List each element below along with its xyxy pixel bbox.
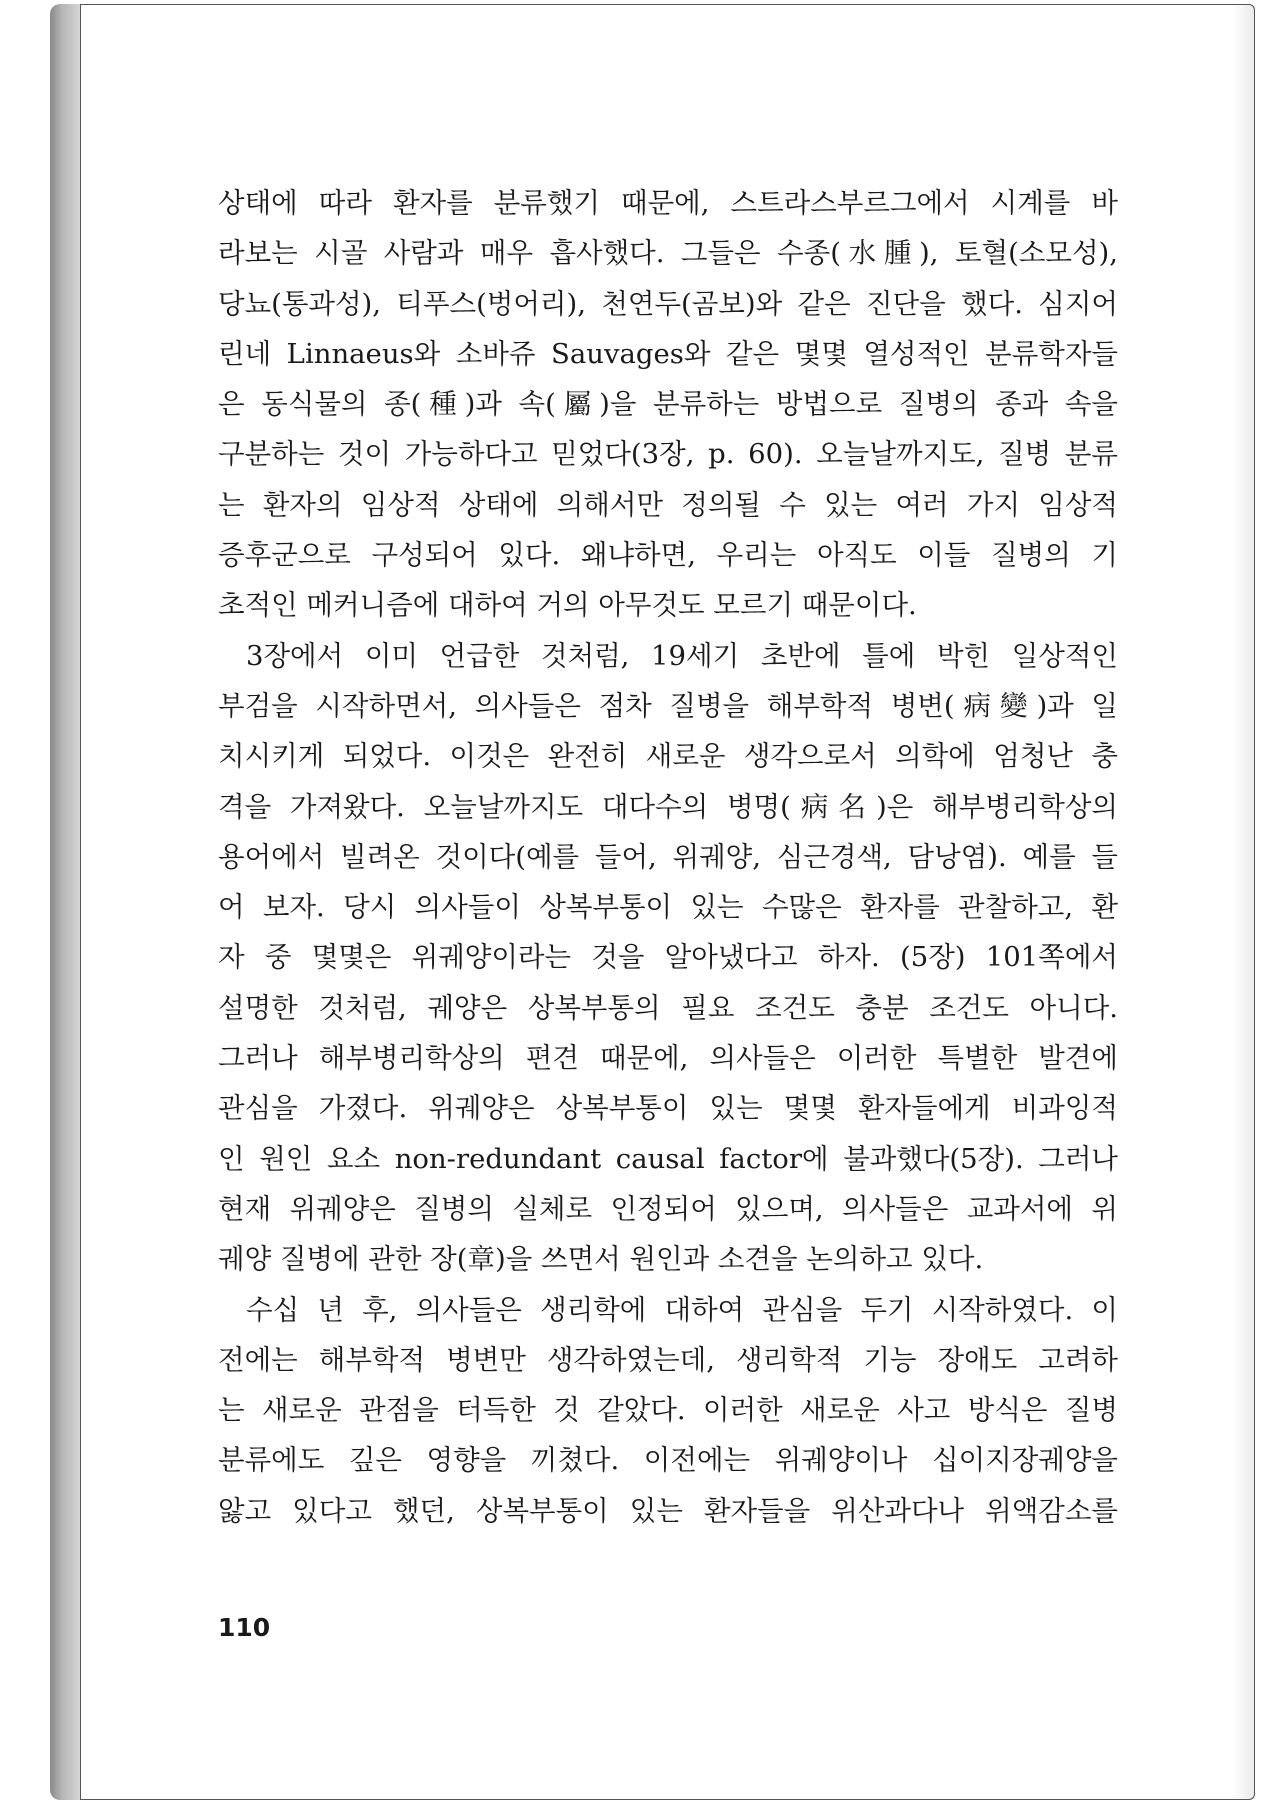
text-line: 부검을 시작하면서, 의사들은 점차 질병을 해부학적 병변(病變)과 일 bbox=[218, 689, 1118, 722]
text-line: 전에는 해부학적 병변만 생각하였는데, 생리학적 기능 장애도 고려하 bbox=[218, 1343, 1118, 1376]
text-line: 앓고 있다고 했던, 상복부통이 있는 환자들을 위산과다나 위액감소를 bbox=[218, 1494, 1118, 1527]
body-text bbox=[218, 178, 1118, 1536]
text-line: 격을 가져왔다. 오늘날까지도 대다수의 병명(病名)은 해부병리학상의 bbox=[218, 790, 1118, 823]
text-line: 설명한 것처럼, 궤양은 상복부통의 필요 조건도 충분 조건도 아니다. bbox=[218, 991, 1118, 1024]
text-line: 현재 위궤양은 질병의 실체로 인정되어 있으며, 의사들은 교과서에 위 bbox=[218, 1192, 1118, 1225]
paragraph bbox=[218, 178, 1118, 631]
text-line: 초적인 메커니즘에 대하여 거의 아무것도 모르기 때문이다. bbox=[218, 589, 917, 622]
text-line: 3장에서 이미 언급한 것처럼, 19세기 초반에 틀에 박힌 일상적인 bbox=[246, 639, 1118, 672]
text-line: 용어에서 빌려온 것이다(예를 들어, 위궤양, 심근경색, 담낭염). 예를 들 bbox=[218, 840, 1118, 873]
paragraph bbox=[218, 631, 1118, 1285]
text-line: 라보는 시골 사람과 매우 흡사했다. 그들은 수종(水腫), 토혈(소모성), bbox=[218, 237, 1118, 270]
text-line: 상태에 따라 환자를 분류했기 때문에, 스트라스부르그에서 시계를 바 bbox=[218, 187, 1118, 219]
text-line: 어 보자. 당시 의사들이 상복부통이 있는 수많은 환자를 관찰하고, 환 bbox=[218, 891, 1118, 924]
page-number: 110 bbox=[218, 1613, 271, 1642]
text-line: 인 원인 요소 non-redundant causal factor에 불과했다(5장). 그러나 bbox=[218, 1142, 1118, 1175]
page-edge-shadow bbox=[1232, 5, 1254, 1799]
text-line: 는 환자의 임상적 상태에 의해서만 정의될 수 있는 여러 가지 임상적 bbox=[218, 488, 1118, 521]
text-line: 치시키게 되었다. 이것은 완전히 새로운 생각으로서 의학에 엄청난 충 bbox=[218, 740, 1118, 773]
text-line: 증후군으로 구성되어 있다. 왜냐하면, 우리는 아직도 이들 질병의 기 bbox=[218, 539, 1118, 572]
text-line: 분류에도 깊은 영향을 끼쳤다. 이전에는 위궤양이나 십이지장궤양을 bbox=[218, 1444, 1118, 1477]
text-line: 린네 Linnaeus와 소바쥬 Sauvages와 같은 몇몇 열성적인 분류학자들 bbox=[218, 337, 1118, 370]
text-line: 은 동식물의 종(種)과 속(屬)을 분류하는 방법으로 질병의 종과 속을 bbox=[218, 388, 1118, 421]
text-line: 그러나 해부병리학상의 편견 때문에, 의사들은 이러한 특별한 발견에 bbox=[218, 1042, 1118, 1075]
text-line: 당뇨(통과성), 티푸스(벙어리), 천연두(곰보)와 같은 진단을 했다. 심지어 bbox=[218, 287, 1118, 320]
text-line: 는 새로운 관점을 터득한 것 같았다. 이러한 새로운 사고 방식은 질병 bbox=[218, 1394, 1118, 1427]
text-line: 자 중 몇몇은 위궤양이라는 것을 알아냈다고 하자. (5장) 101쪽에서 bbox=[218, 941, 1118, 974]
paragraph bbox=[218, 1285, 1118, 1536]
text-line: 수십 년 후, 의사들은 생리학에 대하여 관심을 두기 시작하였다. 이 bbox=[246, 1293, 1118, 1326]
book-spine bbox=[50, 4, 80, 1800]
text-line: 궤양 질병에 관한 장(章)을 쓰면서 원인과 소견을 논의하고 있다. bbox=[218, 1243, 984, 1276]
text-line: 관심을 가졌다. 위궤양은 상복부통이 있는 몇몇 환자들에게 비과잉적 bbox=[218, 1092, 1118, 1125]
text-line: 구분하는 것이 가능하다고 믿었다(3장, p. 60). 오늘날까지도, 질병 분류 bbox=[218, 438, 1118, 471]
